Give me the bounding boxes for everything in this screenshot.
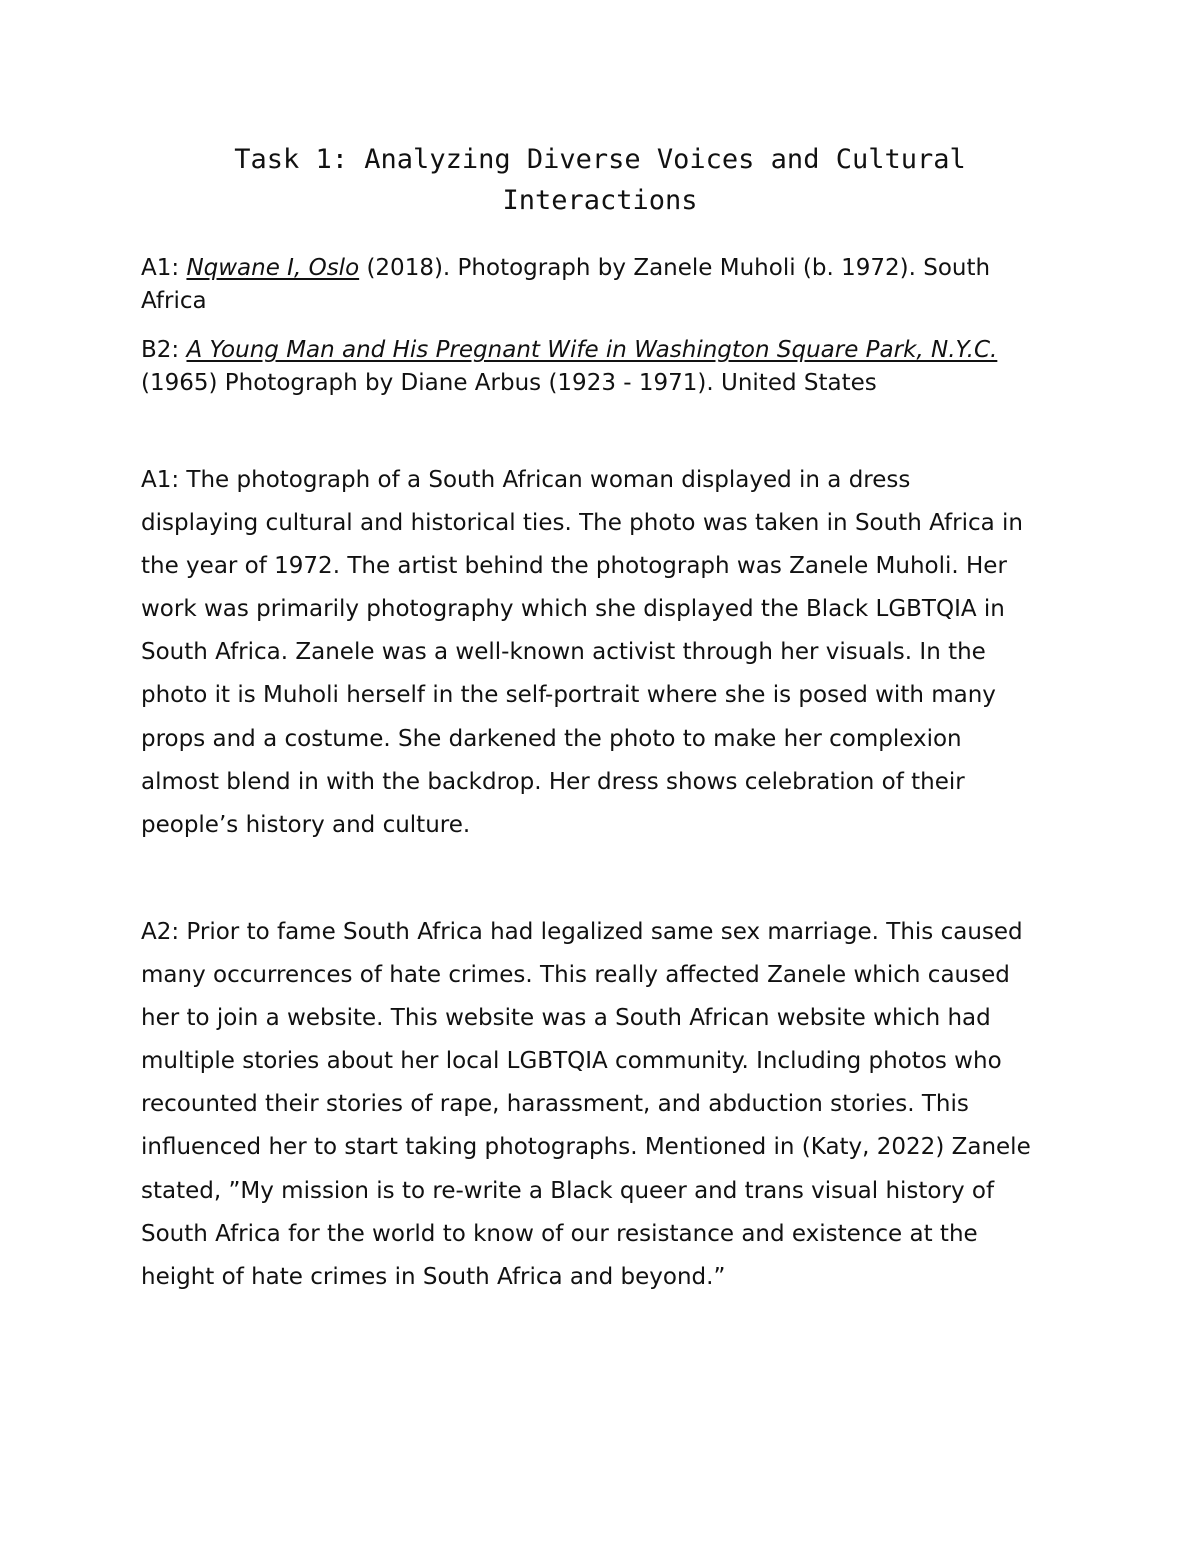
reference-b2-prefix: B2: bbox=[141, 337, 187, 363]
reference-b2-details: (1965) Photograph by Diane Arbus (1923 - 1971). United States bbox=[141, 370, 877, 396]
paragraph-line: South Africa for the world to know of our resistance and existence at the bbox=[141, 1220, 978, 1247]
paragraph-line: stated, ”My mission is to re-write a Black queer and trans visual history of bbox=[141, 1177, 995, 1204]
paragraph-line: height of hate crimes in South Africa and beyond.” bbox=[141, 1263, 726, 1290]
paragraph-line: photo it is Muholi herself in the self-portrait where she is posed with many bbox=[141, 682, 996, 709]
paragraph-line: people’s history and culture. bbox=[141, 811, 471, 838]
document-title bbox=[140, 139, 1060, 221]
paragraph-line: many occurrences of hate crimes. This really affected Zanele which caused bbox=[141, 962, 1010, 989]
paragraph-line: A2: Prior to fame South Africa had legalized same sex marriage. This caused bbox=[141, 919, 1023, 945]
reference-a1-prefix: A1: bbox=[141, 255, 187, 281]
paragraph-line: work was primarily photography which she displayed the Black LGBTQIA in bbox=[141, 596, 1005, 623]
paragraph-line: A1: The photograph of a South African woman displayed in a dress bbox=[141, 467, 911, 493]
paragraph-line: multiple stories about her local LGBTQIA community. Including photos who bbox=[141, 1048, 1002, 1075]
paragraph-line: almost blend in with the backdrop. Her dress shows celebration of their bbox=[141, 768, 965, 795]
paragraph-line: South Africa. Zanele was a well-known activist through her visuals. In the bbox=[141, 639, 986, 666]
paragraph-line: props and a costume. She darkened the photo to make her complexion bbox=[141, 725, 962, 752]
reference-a1-details: (2018). Photograph by Zanele Muholi (b. 1972). South bbox=[359, 255, 991, 281]
reference-a1-country: Africa bbox=[141, 288, 207, 314]
reference-b2-work-title: A Young Man and His Pregnant Wife in Washington Square Park, N.Y.C. bbox=[186, 337, 998, 363]
paragraph-a1 bbox=[141, 459, 1071, 847]
title-line: Interactions bbox=[502, 185, 698, 216]
reference-a1 bbox=[141, 252, 1061, 318]
paragraph-line: her to join a website. This website was a South African website which had bbox=[141, 1005, 991, 1032]
paragraph-line: influenced her to start taking photographs. Mentioned in (Katy, 2022) Zanele bbox=[141, 1134, 1031, 1161]
reference-b2 bbox=[141, 334, 1061, 400]
title-line: Task 1: Analyzing Diverse Voices and Cultural bbox=[234, 144, 966, 175]
reference-a1-work-title: Nqwane I, Oslo bbox=[186, 255, 360, 281]
paragraph-line: recounted their stories of rape, harassment, and abduction stories. This bbox=[141, 1091, 969, 1118]
paragraph-line: displaying cultural and historical ties. The photo was taken in South Africa in bbox=[141, 510, 1023, 537]
paragraph-line: the year of 1972. The artist behind the photograph was Zanele Muholi. Her bbox=[141, 553, 1007, 580]
paragraph-a2 bbox=[141, 911, 1071, 1299]
